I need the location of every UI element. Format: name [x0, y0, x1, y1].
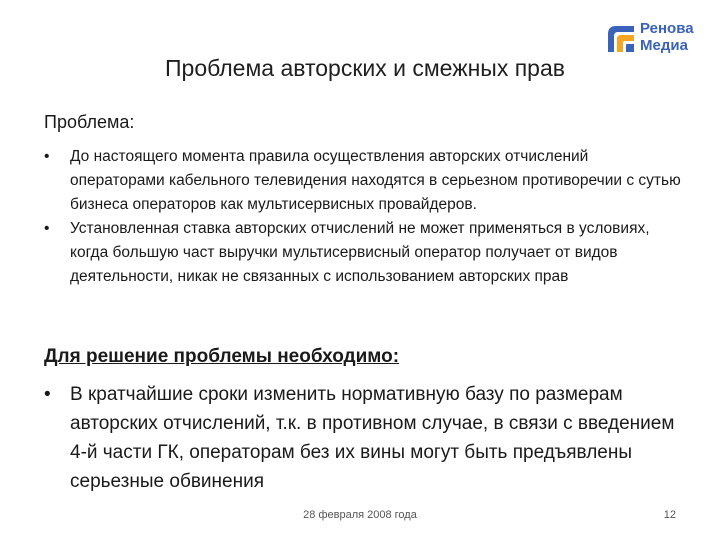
page-number: 12: [663, 509, 676, 521]
bullet-icon: •: [44, 148, 50, 165]
bullet-text: В кратчайшие сроки изменить нормативную базу по размерам авторских отчислений, т.к. в противном случае, в связи с введением 4-й части ГК, операторам без их вины могут быть предъявлены серьезные обвинения: [70, 384, 675, 492]
bullet-icon: •: [44, 220, 50, 237]
logo-text-line1: Ренова: [640, 20, 694, 37]
logo-text-line2: Медиа: [640, 37, 688, 54]
list-item: [44, 380, 694, 496]
company-logo: [604, 20, 710, 56]
footer-date: 28 февраля 2008 года: [303, 509, 417, 521]
section1-heading: Проблема:: [44, 112, 135, 132]
list-item: [44, 145, 684, 217]
section2-heading: Для решение проблемы необходимо:: [44, 346, 400, 367]
bullet-text: Установленная ставка авторских отчислений не может применяться в условиях, когда большую част выручки мультисервисный оператор получает от видов деятельности, никак не связанных с использованием авторских прав: [70, 220, 650, 285]
list-item: [44, 217, 684, 289]
section1-bullet-list: [44, 145, 684, 289]
slide-title: Проблема авторских и смежных прав: [165, 55, 565, 81]
section2-bullet-list: [44, 380, 694, 496]
logo-mark-icon: [604, 22, 638, 56]
bullet-icon: •: [44, 384, 51, 405]
bullet-text: До настоящего момента правила осуществления авторских отчислений операторами кабельного телевидения находятся в серьезном противоречии с сутью бизнеса операторов как мультисервисных провайдеров.: [70, 148, 681, 213]
